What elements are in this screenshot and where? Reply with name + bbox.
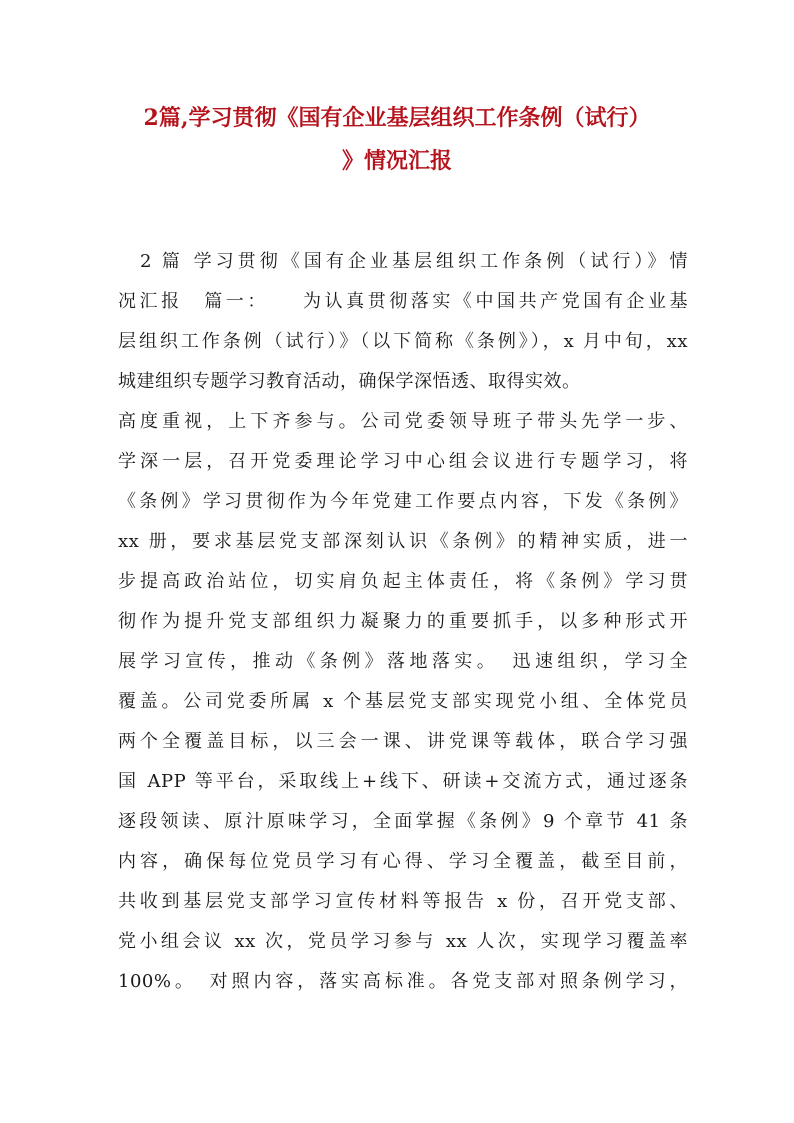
body-line: 共收到基层党支部学习宣传材料等报告 x 份，召开党支部、: [118, 891, 688, 912]
body-line: 层组织工作条例（试行）》（以下简称《条例》），x 月中旬，xx: [118, 331, 688, 352]
body-line: 况汇报 篇一： 为认真贯彻落实《中国共产党国有企业基: [118, 291, 688, 312]
body-line: 2 篇 学习贯彻《国有企业基层组织工作条例（试行）》情: [118, 251, 688, 272]
body-line: 城建组织专题学习教育活动，确保学深悟透、取得实效。: [118, 371, 581, 392]
body-line: 彻作为提升党支部组织力凝聚力的重要抓手，以多种形式开: [118, 611, 688, 632]
body-line: 步提高政治站位，切实肩负起主体责任，将《条例》学习贯: [118, 571, 688, 592]
body-line: 100%。 对照内容，落实高标准。各党支部对照条例学习，: [118, 971, 688, 992]
body-line: 逐段领读、原汁原味学习，全面掌握《条例》9 个章节 41 条: [118, 811, 688, 832]
body-line: 两个全覆盖目标，以三会一课、讲党课等载体，联合学习强: [118, 731, 688, 752]
body-line: 内容，确保每位党员学习有心得、学习全覆盖，截至目前，: [118, 851, 688, 872]
document-title-line-1: 2篇,学习贯彻《国有企业基层组织工作条例（试行）: [143, 105, 651, 131]
body-line: 党小组会议 xx 次，党员学习参与 xx 人次，实现学习覆盖率: [118, 931, 688, 952]
body-line: 高度重视，上下齐参与。公司党委领导班子带头先学一步、: [118, 411, 688, 432]
body-line: 学深一层，召开党委理论学习中心组会议进行专题学习，将: [118, 451, 688, 472]
body-line: 覆盖。公司党委所属 x 个基层党支部实现党小组、全体党员: [118, 691, 688, 712]
body-line: 国 APP 等平台，采取线上+线下、研读+交流方式，通过逐条: [118, 771, 688, 792]
body-line: 《条例》学习贯彻作为今年党建工作要点内容，下发《条例》: [118, 491, 688, 512]
document-title-line-2: 》情况汇报: [341, 148, 452, 174]
body-line: 展学习宣传，推动《条例》落地落实。 迅速组织，学习全: [118, 651, 688, 672]
body-line: xx 册，要求基层党支部深刻认识《条例》的精神实质，进一: [118, 531, 688, 552]
